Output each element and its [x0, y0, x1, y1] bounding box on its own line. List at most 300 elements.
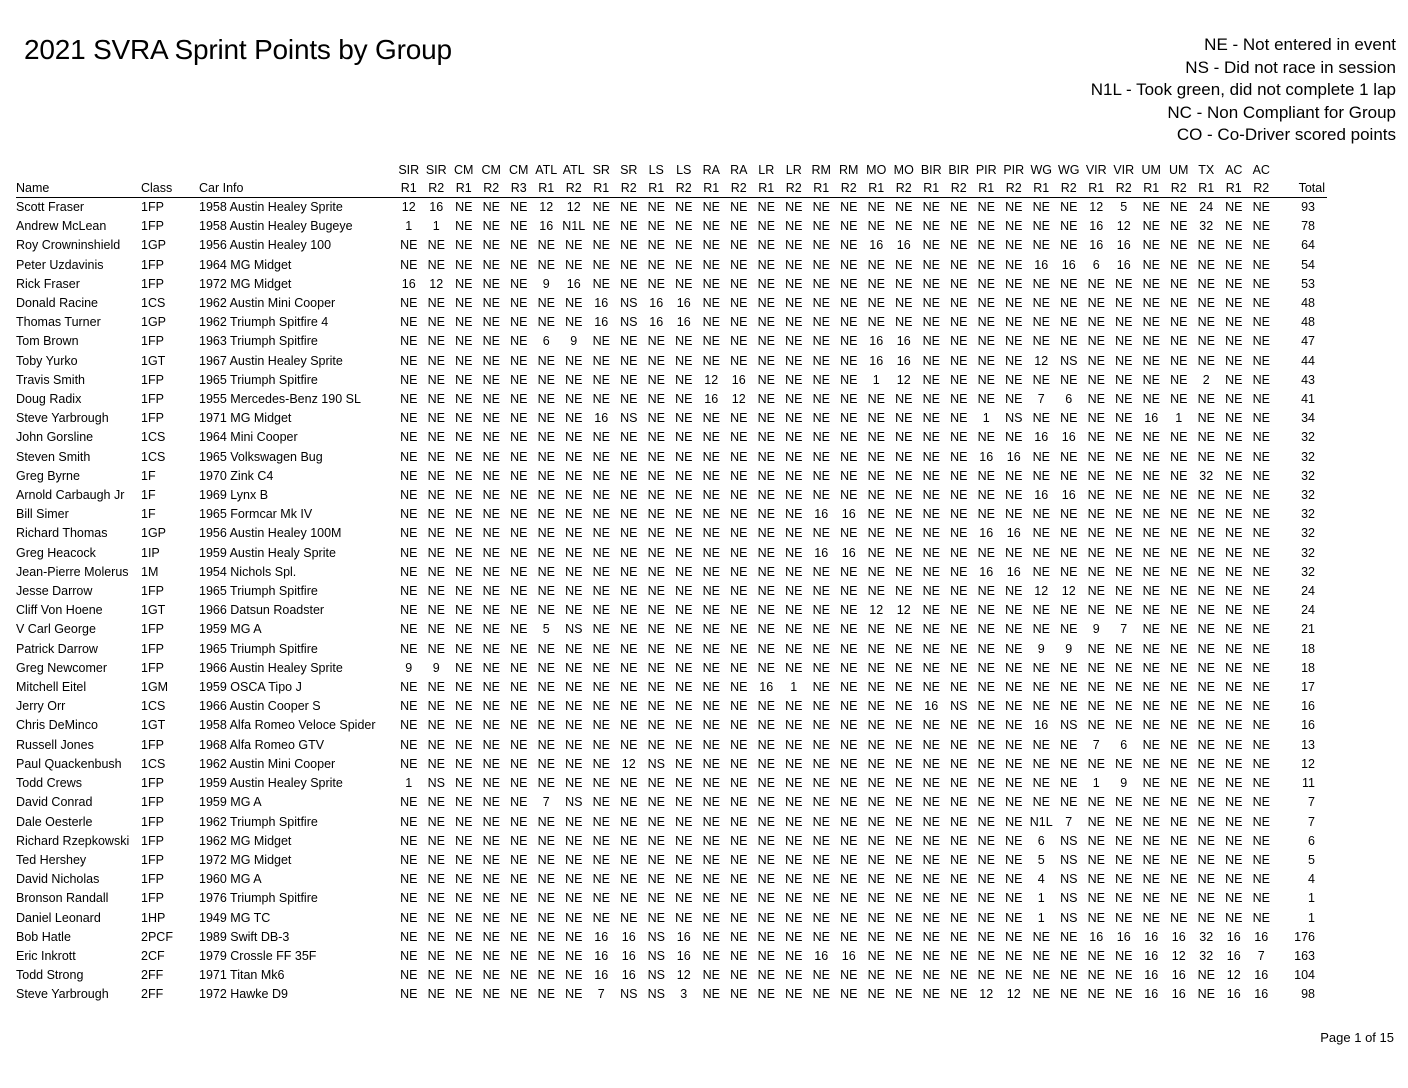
- points-cell: NE: [427, 564, 445, 579]
- points-cell: NE: [400, 872, 418, 887]
- points-cell: NE: [482, 584, 500, 599]
- points-cell: NE: [592, 372, 610, 387]
- points-cell: NE: [1060, 756, 1078, 771]
- points-cell: NE: [620, 833, 638, 848]
- header-event-code: VIR: [1113, 163, 1135, 177]
- points-cell: NE: [812, 987, 830, 1002]
- points-cell: NE: [427, 449, 445, 464]
- points-cell: NE: [537, 430, 555, 445]
- points-cell: NE: [785, 948, 803, 963]
- points-cell: 16: [566, 276, 581, 291]
- points-cell: 16: [1089, 219, 1104, 234]
- points-cell: NE: [1115, 756, 1133, 771]
- points-cell: NE: [1197, 718, 1215, 733]
- points-cell: NE: [1115, 987, 1133, 1002]
- points-cell: NE: [1142, 603, 1160, 618]
- points-cell: 12: [429, 276, 444, 291]
- points-cell: NE: [592, 430, 610, 445]
- points-cell: NE: [840, 411, 858, 426]
- points-cell: NE: [455, 872, 473, 887]
- points-cell: NE: [1005, 334, 1023, 349]
- points-cell: NE: [895, 200, 913, 214]
- points-cell: NE: [730, 660, 748, 675]
- points-cell: 12: [896, 372, 911, 387]
- points-cell: NE: [895, 488, 913, 503]
- points-cell: 16: [896, 334, 911, 349]
- points-cell: NE: [1005, 392, 1023, 407]
- points-cell: NE: [1197, 872, 1215, 887]
- header-race-number: R1: [698, 179, 726, 198]
- points-cell: 16: [1061, 430, 1076, 445]
- points-cell: NE: [730, 795, 748, 810]
- points-cell: NS: [1060, 872, 1078, 887]
- points-cell: NE: [757, 833, 775, 848]
- points-cell: NE: [537, 948, 555, 963]
- points-cell: NE: [455, 756, 473, 771]
- points-cell: NE: [482, 545, 500, 560]
- points-cell: NE: [675, 372, 693, 387]
- points-cell: NE: [757, 584, 775, 599]
- car-info: 1964 MG Midget: [199, 257, 292, 272]
- points-cell: NE: [950, 776, 968, 791]
- points-cell: NE: [922, 353, 940, 368]
- driver-name: Arnold Carbaugh Jr: [16, 488, 125, 503]
- points-cell: 16: [594, 968, 609, 983]
- points-cell: NE: [400, 564, 418, 579]
- points-cell: NE: [647, 449, 665, 464]
- points-cell: NE: [482, 622, 500, 637]
- points-cell: NE: [1197, 411, 1215, 426]
- points-cell: NE: [1197, 680, 1215, 695]
- driver-class: 1CS: [141, 699, 166, 714]
- points-cell: NE: [1225, 315, 1243, 330]
- points-cell: NE: [427, 353, 445, 368]
- points-cell: 16: [1061, 488, 1076, 503]
- points-cell: NE: [922, 776, 940, 791]
- points-cell: NE: [1087, 910, 1105, 925]
- car-info: 1962 Triumph Spitfire 4: [199, 315, 329, 330]
- points-cell: NE: [565, 852, 583, 867]
- total-points: 7: [1308, 814, 1315, 829]
- points-cell: NE: [1115, 468, 1133, 483]
- points-cell: NE: [812, 795, 830, 810]
- header-race-number: R1: [753, 179, 781, 198]
- table-row: [16, 448, 1327, 467]
- driver-name: Peter Uzdavinis: [16, 257, 104, 272]
- points-cell: NE: [950, 948, 968, 963]
- points-cell: NS: [647, 968, 665, 983]
- driver-name: Steven Smith: [16, 449, 91, 464]
- points-cell: NE: [1225, 756, 1243, 771]
- points-cell: NE: [1005, 641, 1023, 656]
- points-cell: NE: [537, 872, 555, 887]
- points-cell: NE: [510, 718, 528, 733]
- points-cell: NE: [482, 680, 500, 695]
- points-cell: NE: [867, 737, 885, 752]
- total-points: 98: [1301, 987, 1315, 1002]
- points-cell: NE: [867, 545, 885, 560]
- points-cell: NE: [1142, 872, 1160, 887]
- points-cell: NE: [895, 833, 913, 848]
- points-cell: NE: [702, 660, 720, 675]
- points-cell: NE: [510, 776, 528, 791]
- points-cell: NE: [702, 718, 720, 733]
- points-cell: NE: [455, 411, 473, 426]
- points-cell: NE: [1170, 699, 1188, 714]
- points-cell: NE: [675, 488, 693, 503]
- points-cell: NE: [1252, 776, 1270, 791]
- points-cell: NE: [785, 564, 803, 579]
- points-cell: NE: [785, 219, 803, 234]
- header-event-code: CM: [481, 163, 501, 177]
- points-cell: NE: [1225, 392, 1243, 407]
- points-cell: NE: [977, 353, 995, 368]
- points-cell: NE: [895, 411, 913, 426]
- points-cell: NE: [455, 814, 473, 829]
- points-cell: NE: [785, 468, 803, 483]
- points-cell: NE: [400, 641, 418, 656]
- points-cell: NE: [757, 641, 775, 656]
- points-cell: NE: [1252, 200, 1270, 214]
- points-cell: NE: [647, 660, 665, 675]
- points-cell: NE: [1060, 315, 1078, 330]
- points-cell: NE: [867, 411, 885, 426]
- points-cell: NE: [702, 526, 720, 541]
- points-cell: NE: [1252, 449, 1270, 464]
- points-cell: 16: [1006, 564, 1021, 579]
- points-cell: NE: [895, 948, 913, 963]
- points-cell: NE: [812, 776, 830, 791]
- points-cell: NE: [1225, 334, 1243, 349]
- points-cell: NE: [482, 833, 500, 848]
- points-cell: NE: [427, 852, 445, 867]
- points-cell: NE: [757, 449, 775, 464]
- driver-class: 1FP: [141, 276, 164, 291]
- points-cell: NE: [1142, 814, 1160, 829]
- points-cell: 16: [1226, 929, 1241, 944]
- points-cell: 12: [869, 603, 884, 618]
- points-cell: NE: [950, 372, 968, 387]
- points-cell: NE: [757, 756, 775, 771]
- header-event-code: UM: [1141, 163, 1161, 177]
- points-cell: NE: [1005, 833, 1023, 848]
- points-cell: NE: [977, 507, 995, 522]
- points-cell: NE: [757, 699, 775, 714]
- points-cell: NE: [647, 603, 665, 618]
- points-cell: NE: [620, 372, 638, 387]
- points-cell: 12: [1116, 219, 1131, 234]
- points-cell: NE: [757, 852, 775, 867]
- points-cell: NE: [730, 257, 748, 272]
- legend-item-ne: NE - Not entered in event: [1204, 35, 1396, 54]
- driver-class: 1GP: [141, 238, 167, 253]
- points-cell: NE: [482, 200, 500, 214]
- points-cell: NE: [1032, 315, 1050, 330]
- points-cell: NE: [455, 353, 473, 368]
- points-cell: NE: [867, 200, 885, 214]
- points-cell: NE: [922, 833, 940, 848]
- points-cell: NE: [400, 488, 418, 503]
- points-cell: NE: [510, 929, 528, 944]
- car-info: 1962 MG Midget: [199, 833, 292, 848]
- points-cell: NE: [1142, 756, 1160, 771]
- points-cell: NE: [785, 987, 803, 1002]
- total-points: 78: [1301, 219, 1315, 234]
- points-cell: NE: [592, 776, 610, 791]
- points-cell: NE: [620, 334, 638, 349]
- points-cell: NE: [620, 872, 638, 887]
- points-cell: NE: [867, 680, 885, 695]
- points-cell: NE: [510, 488, 528, 503]
- points-cell: NE: [1170, 852, 1188, 867]
- points-cell: NE: [977, 200, 995, 214]
- points-cell: NE: [1170, 603, 1188, 618]
- header-event-code: RA: [730, 163, 748, 177]
- points-cell: NE: [482, 603, 500, 618]
- points-cell: NE: [565, 296, 583, 311]
- points-cell: NE: [702, 468, 720, 483]
- points-cell: NE: [537, 468, 555, 483]
- points-cell: NE: [1087, 699, 1105, 714]
- points-cell: NE: [757, 468, 775, 483]
- car-info: 1965 Triumph Spitfire: [199, 641, 318, 656]
- points-cell: NE: [785, 372, 803, 387]
- points-cell: 7: [1257, 948, 1265, 963]
- legend: [1091, 34, 1396, 147]
- points-cell: NE: [840, 833, 858, 848]
- points-cell: NE: [455, 334, 473, 349]
- points-cell: NE: [1087, 948, 1105, 963]
- driver-name: Richard Rzepkowski: [16, 833, 130, 848]
- points-cell: NE: [895, 315, 913, 330]
- points-cell: NE: [1032, 968, 1050, 983]
- points-cell: NE: [565, 545, 583, 560]
- header-race-number: R1: [450, 179, 478, 198]
- points-cell: NE: [647, 257, 665, 272]
- points-cell: NE: [785, 449, 803, 464]
- total-points: 32: [1301, 526, 1315, 541]
- points-cell: NE: [1252, 392, 1270, 407]
- points-cell: NE: [977, 622, 995, 637]
- points-cell: NE: [1087, 488, 1105, 503]
- points-cell: NE: [730, 814, 748, 829]
- header-spacer: [199, 162, 395, 179]
- points-cell: NE: [1170, 872, 1188, 887]
- table-row: [16, 889, 1327, 908]
- page-title: 2021 SVRA Sprint Points by Group: [24, 34, 452, 65]
- points-cell: NE: [455, 929, 473, 944]
- points-cell: NE: [647, 430, 665, 445]
- points-cell: NE: [400, 929, 418, 944]
- points-cell: 12: [1061, 584, 1076, 599]
- driver-name: Bronson Randall: [16, 891, 109, 906]
- points-cell: NE: [1225, 257, 1243, 272]
- points-cell: 16: [676, 929, 691, 944]
- driver-class: 2FF: [141, 968, 164, 983]
- header-event-code: SIR: [398, 163, 420, 177]
- driver-name: Todd Crews: [16, 776, 82, 791]
- points-cell: NE: [785, 852, 803, 867]
- points-cell: NE: [482, 872, 500, 887]
- points-cell: NE: [1197, 699, 1215, 714]
- points-cell: NE: [1032, 737, 1050, 752]
- driver-name: Daniel Leonard: [16, 910, 101, 925]
- points-cell: NE: [867, 968, 885, 983]
- points-cell: NE: [647, 411, 665, 426]
- driver-class: 1FP: [141, 852, 164, 867]
- points-cell: NE: [702, 296, 720, 311]
- table-row: [16, 736, 1327, 755]
- points-cell: NE: [867, 584, 885, 599]
- points-cell: NE: [1005, 603, 1023, 618]
- points-cell: NE: [922, 430, 940, 445]
- points-cell: NE: [840, 852, 858, 867]
- points-cell: NE: [977, 641, 995, 656]
- points-cell: NE: [922, 545, 940, 560]
- points-cell: NE: [1032, 564, 1050, 579]
- header-race-number: R2: [560, 179, 588, 198]
- points-cell: NE: [620, 200, 638, 214]
- points-cell: NE: [537, 660, 555, 675]
- points-cell: NE: [757, 200, 775, 214]
- driver-name: Paul Quackenbush: [16, 756, 122, 771]
- header-event-code: TX: [1198, 163, 1215, 177]
- points-cell: NE: [537, 507, 555, 522]
- points-cell: NE: [757, 430, 775, 445]
- total-points: 64: [1301, 238, 1315, 253]
- points-cell: 2: [1202, 372, 1210, 387]
- table-row: [16, 486, 1327, 505]
- points-cell: NE: [1005, 968, 1023, 983]
- points-cell: NE: [620, 660, 638, 675]
- points-cell: NE: [730, 718, 748, 733]
- table-row: [16, 524, 1327, 543]
- points-cell: NE: [592, 680, 610, 695]
- points-cell: NE: [702, 929, 720, 944]
- points-cell: NE: [702, 852, 720, 867]
- header-race-number: R2: [780, 179, 808, 198]
- points-cell: NE: [812, 660, 830, 675]
- car-info: 1959 OSCA Tipo J: [199, 680, 302, 695]
- points-cell: NE: [1115, 795, 1133, 810]
- points-cell: NE: [1087, 718, 1105, 733]
- car-info: 1959 Austin Healy Sprite: [199, 545, 336, 560]
- points-cell: NE: [922, 315, 940, 330]
- points-cell: NE: [867, 987, 885, 1002]
- driver-name: Dale Oesterle: [16, 814, 93, 829]
- table-row: [16, 601, 1327, 620]
- points-cell: NE: [840, 526, 858, 541]
- points-cell: NE: [675, 276, 693, 291]
- points-cell: NE: [1115, 353, 1133, 368]
- points-cell: NE: [592, 468, 610, 483]
- points-cell: NE: [1252, 488, 1270, 503]
- driver-name: John Gorsline: [16, 430, 94, 445]
- points-cell: NE: [840, 910, 858, 925]
- points-cell: NE: [1087, 968, 1105, 983]
- points-cell: NE: [1005, 296, 1023, 311]
- points-cell: NE: [950, 968, 968, 983]
- table-row: [16, 409, 1327, 428]
- total-points: 32: [1301, 564, 1315, 579]
- points-cell: NE: [950, 872, 968, 887]
- points-cell: NE: [427, 526, 445, 541]
- points-cell: NE: [1170, 776, 1188, 791]
- points-cell: NE: [840, 968, 858, 983]
- points-cell: NE: [1087, 680, 1105, 695]
- points-cell: NE: [675, 910, 693, 925]
- header-row-race: [16, 179, 1327, 198]
- points-cell: NE: [675, 737, 693, 752]
- total-points: 54: [1301, 257, 1315, 272]
- points-cell: NE: [1197, 910, 1215, 925]
- points-cell: NE: [1032, 334, 1050, 349]
- points-cell: NS: [1060, 833, 1078, 848]
- points-cell: NE: [482, 968, 500, 983]
- points-cell: NE: [620, 641, 638, 656]
- table-row: [16, 640, 1327, 659]
- points-cell: NE: [592, 795, 610, 810]
- points-cell: NE: [1115, 891, 1133, 906]
- driver-name: Rick Fraser: [16, 276, 80, 291]
- driver-name: Greg Newcomer: [16, 660, 107, 675]
- points-cell: NE: [1252, 296, 1270, 311]
- points-cell: 16: [896, 353, 911, 368]
- points-cell: NE: [757, 564, 775, 579]
- points-cell: NE: [1087, 891, 1105, 906]
- points-cell: NE: [592, 852, 610, 867]
- points-cell: NE: [1225, 833, 1243, 848]
- points-cell: NE: [1005, 891, 1023, 906]
- points-cell: NE: [840, 488, 858, 503]
- points-cell: NE: [537, 776, 555, 791]
- points-cell: NE: [1005, 776, 1023, 791]
- points-cell: 6: [1092, 257, 1100, 272]
- points-cell: NE: [537, 545, 555, 560]
- table-row: [16, 985, 1327, 1004]
- points-cell: NE: [1060, 948, 1078, 963]
- total-points: 4: [1308, 872, 1315, 887]
- points-cell: NE: [757, 910, 775, 925]
- points-cell: NE: [1087, 315, 1105, 330]
- points-cell: NE: [455, 891, 473, 906]
- points-cell: NE: [537, 564, 555, 579]
- points-cell: NE: [565, 257, 583, 272]
- points-cell: NE: [1252, 315, 1270, 330]
- car-info: 1971 Titan Mk6: [199, 968, 285, 983]
- points-cell: NE: [1087, 392, 1105, 407]
- driver-class: 1FP: [141, 872, 164, 887]
- points-cell: 16: [649, 296, 664, 311]
- car-info: 1949 MG TC: [199, 910, 271, 925]
- driver-name: Patrick Darrow: [16, 641, 98, 656]
- points-cell: NE: [1170, 641, 1188, 656]
- points-cell: NE: [455, 776, 473, 791]
- points-cell: NE: [1252, 680, 1270, 695]
- points-cell: NE: [1142, 833, 1160, 848]
- points-cell: NE: [482, 315, 500, 330]
- points-cell: NE: [510, 296, 528, 311]
- points-cell: NE: [592, 872, 610, 887]
- header-race-number: R1: [395, 179, 423, 198]
- points-cell: NE: [730, 200, 748, 214]
- points-cell: NE: [977, 545, 995, 560]
- points-cell: NE: [1252, 526, 1270, 541]
- total-points: 24: [1301, 603, 1315, 618]
- points-cell: NE: [482, 488, 500, 503]
- points-cell: NE: [620, 603, 638, 618]
- points-cell: NE: [977, 238, 995, 253]
